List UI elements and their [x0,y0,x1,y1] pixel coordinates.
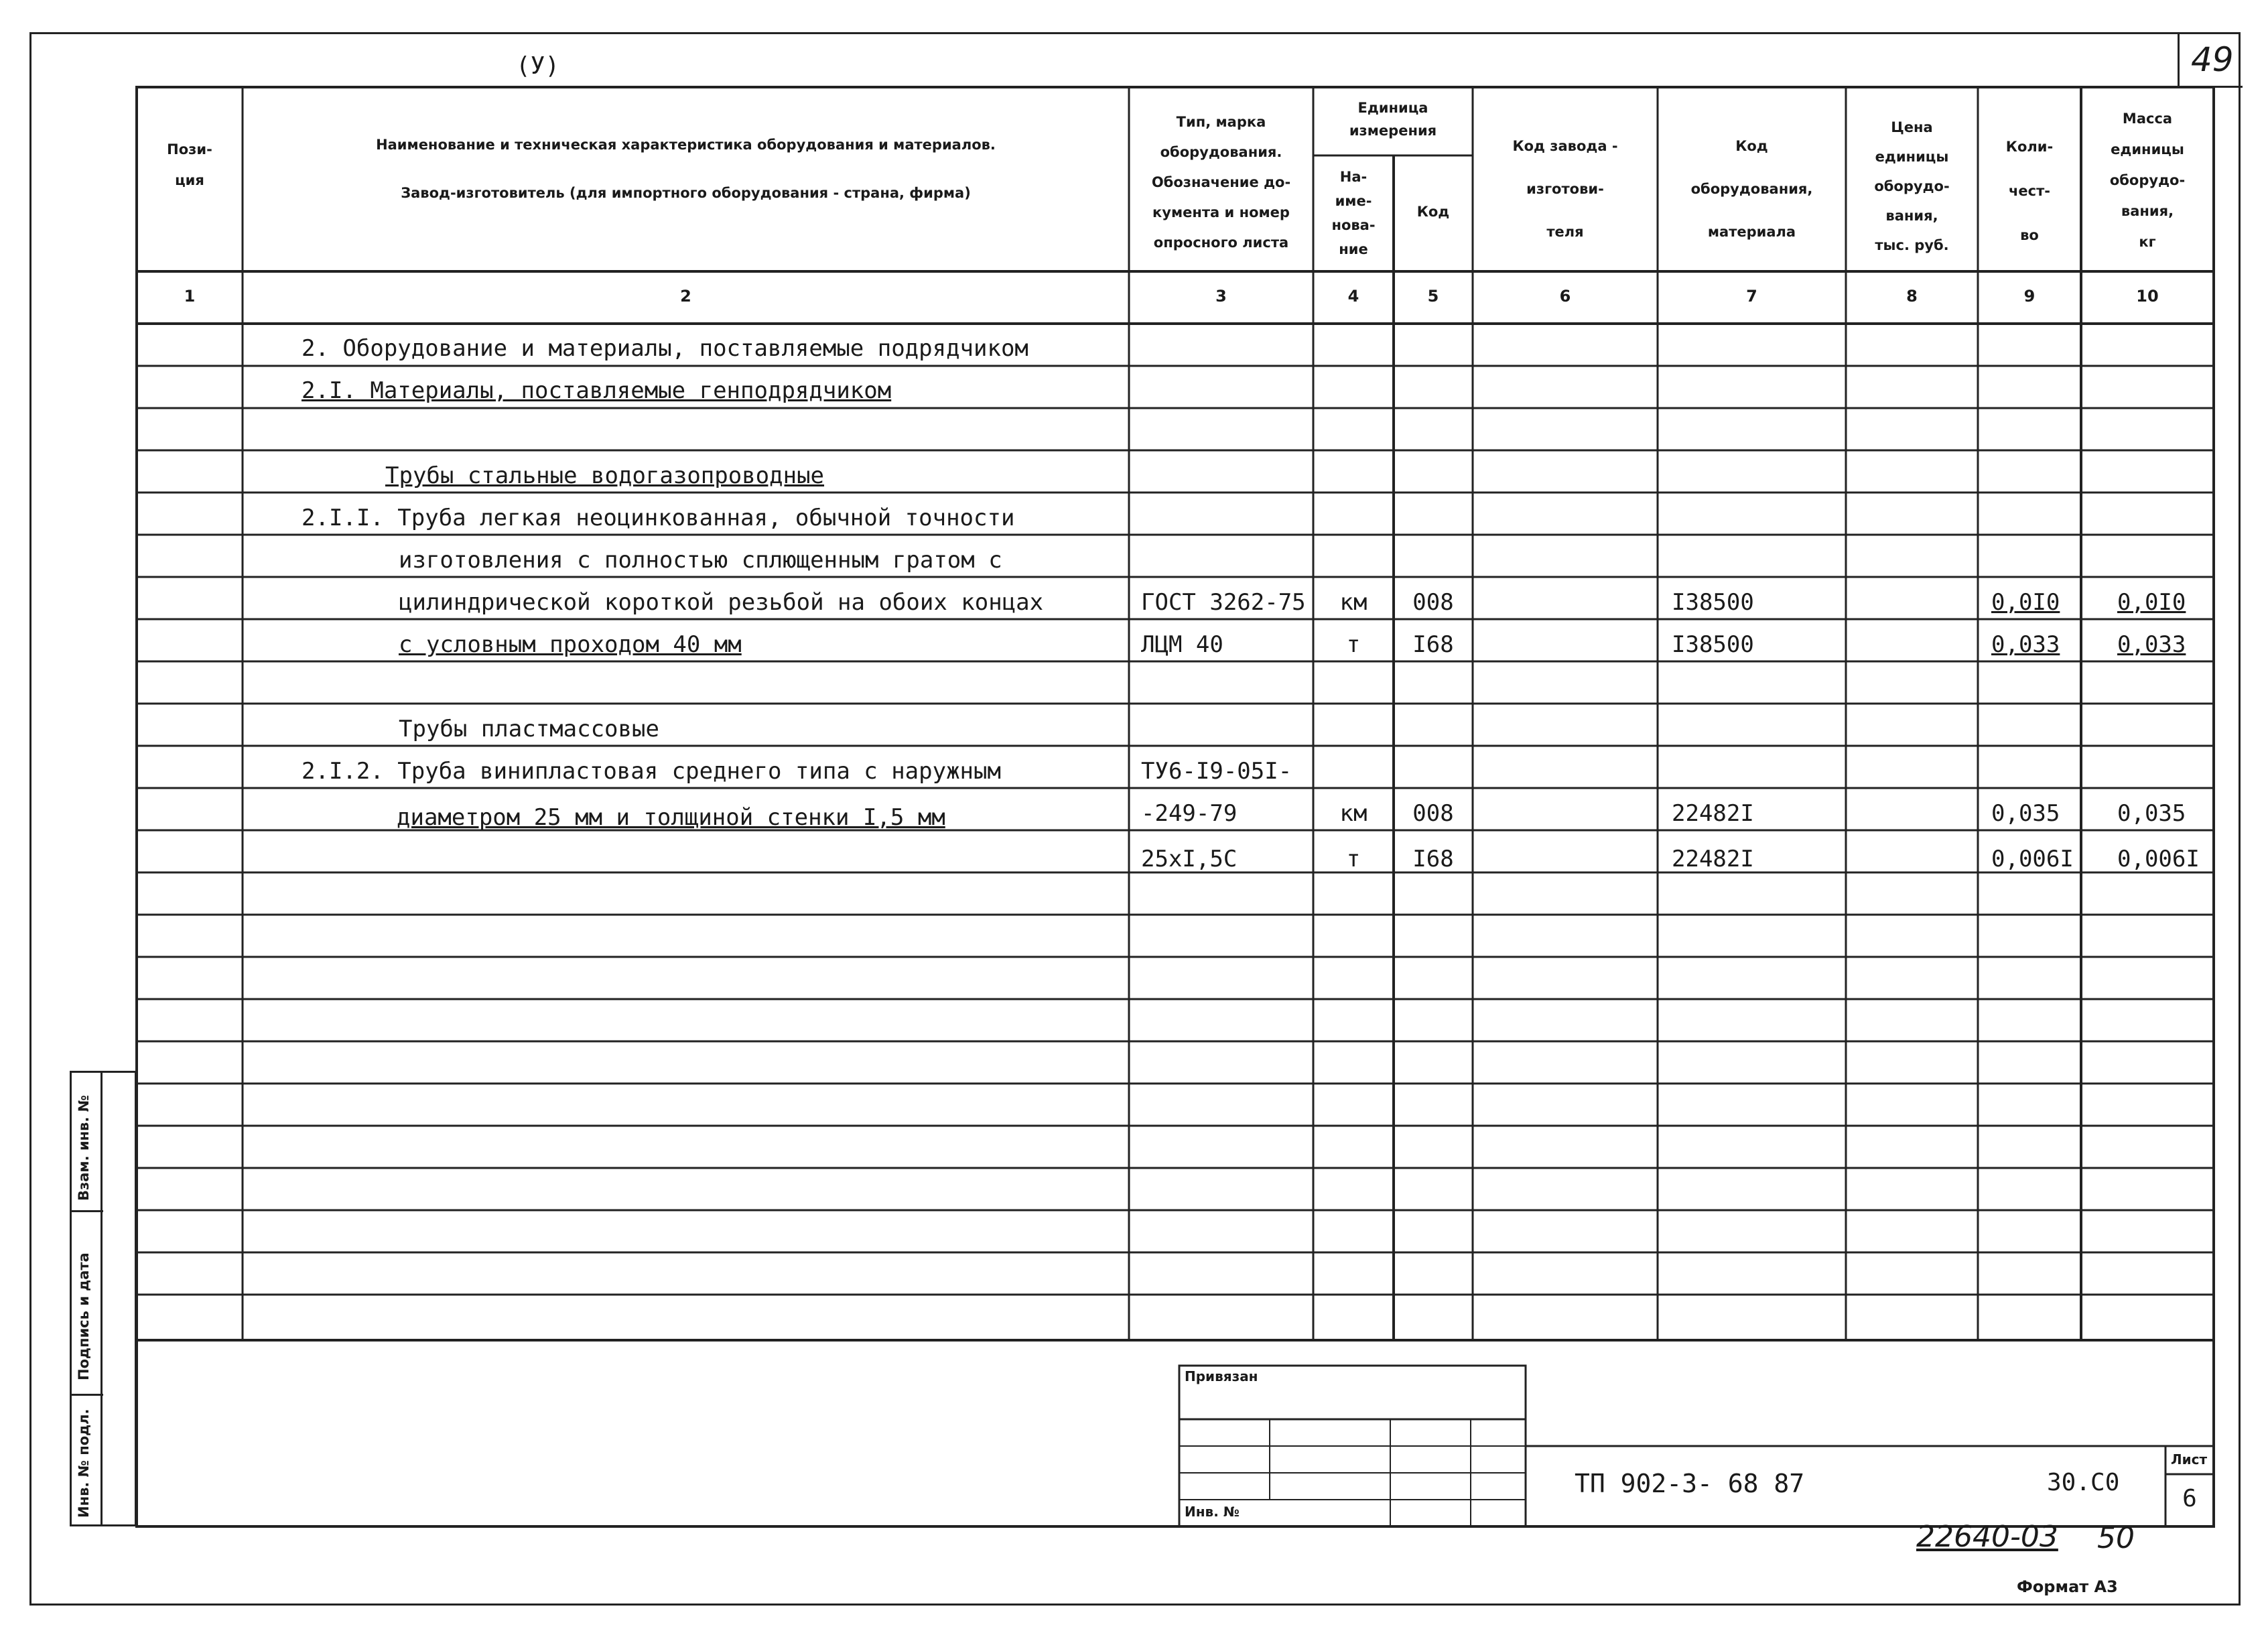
stamp-sheet-number: 6 [2182,1485,2197,1512]
row-6-name: изготовления с полностью сплющенным гратом с [399,547,1002,574]
col-number-5: 5 [1427,287,1439,306]
row-8-unit: т [1346,631,1361,658]
col-number-3: 3 [1215,287,1227,306]
col-number-10: 10 [2136,287,2159,306]
row-7-material-code: I38500 [1672,589,1754,616]
side-label-podpis: Подпись и дата [76,1252,92,1380]
header-quantity: Коли- чест- во [2005,139,2054,243]
row-13-mass: 0,006I [2117,846,2200,872]
row-13-material-code: 22482I [1672,846,1754,872]
stamp-sheet-label: Лист [2171,1451,2208,1467]
col-number-4: 4 [1347,287,1359,306]
row-12-material-code: 22482I [1672,800,1754,827]
row-13-type: 25xI,5С [1141,846,1238,872]
col-number-1: 1 [184,287,196,306]
col-number-9: 9 [2023,287,2036,306]
col-number-8: 8 [1906,287,1918,306]
format-label: Формат А3 [2017,1577,2118,1596]
row-13-code: I68 [1412,846,1454,872]
row-4-name: Трубы стальные водогазопроводные [385,462,825,489]
header-position: Пози- ция [167,141,212,188]
row-8-name: с условным проходом 40 мм [399,631,742,658]
stamp-privyazan: Привязан [1185,1368,1258,1384]
row-5-name: 2.I.I. Труба легкая неоцинкованная, обычной точности [302,505,1015,531]
row-7-unit: км [1339,589,1368,616]
row-13-quantity: 0,006I [1991,846,2074,872]
row-12-mass: 0,035 [2117,800,2186,827]
header-unit-name: На- име- нова- ние [1331,169,1376,257]
row-7-quantity: 0,0I0 [1991,589,2060,616]
stamp-inv-number: Инв. № [1185,1504,1240,1520]
row-12-code: 008 [1412,800,1454,827]
row-8-type: ЛЦМ 40 [1141,631,1223,658]
row-7-type: ГОСТ 3262-75 [1141,589,1306,616]
top-mark: (У) [516,52,560,80]
header-name-line1: Наименование и техническая характеристика оборудования и материалов. [376,137,996,153]
row-8-code: I68 [1412,631,1454,658]
side-label-vzam: Взам. инв. № [76,1095,92,1201]
header-price: Цена единицы оборудо- вания, тыс. руб. [1874,119,1950,253]
row-7-mass: 0,0I0 [2117,589,2186,616]
row-12-quantity: 0,035 [1991,800,2060,827]
row-8-material-code: I38500 [1672,631,1754,658]
row-10-name: Трубы пластмассовые [399,716,659,742]
row-12-name: диаметром 25 мм и толщиной стенки I,5 мм [397,804,945,831]
stamp-doc-code: ТП 902-3- 68 87 [1575,1469,1805,1498]
row-2-name: 2.I. Материалы, поставляемые генподрядчиком [302,377,892,404]
archive-page: 50 [2097,1521,2135,1555]
row-12-type: -249-79 [1141,800,1238,827]
header-material-code: Код оборудования, материала [1690,138,1813,240]
row-8-quantity: 0,033 [1991,631,2060,658]
page-number: 49 [2191,40,2234,79]
header-type: Тип, марка оборудования. Обозначение до- кумента и номер опросного листа [1151,114,1291,251]
header-factory-code: Код завода - изготови- теля [1512,138,1618,240]
row-11-type: ТУ6-I9-05I- [1141,758,1292,785]
header-unit-group: Единица измерения [1349,100,1437,139]
row-8-mass: 0,033 [2117,631,2186,658]
row-11-name: 2.I.2. Труба винипластовая среднего типа с наружным [302,758,1001,785]
stamp-section: 30.С0 [2047,1469,2120,1496]
col-number-7: 7 [1746,287,1757,306]
header-unit-code: Код [1416,204,1450,220]
header-mass: Масса единицы оборудо- вания, кг [2109,111,2186,250]
col-number-2: 2 [680,287,691,306]
row-7-name: цилиндрической короткой резьбой на обоих концах [399,589,1044,616]
archive-number: 22640-03 [1916,1520,2058,1554]
row-12-unit: км [1339,800,1368,827]
row-1-name: 2. Оборудование и материалы, поставляемые подрядчиком [302,335,1028,362]
col-number-6: 6 [1559,287,1571,306]
row-13-unit: т [1346,846,1361,872]
header-name-line2: Завод-изготовитель (для импортного оборудования - страна, фирма) [401,185,971,201]
side-label-inv-podl: Инв. № подл. [76,1409,92,1518]
row-7-code: 008 [1412,589,1454,616]
